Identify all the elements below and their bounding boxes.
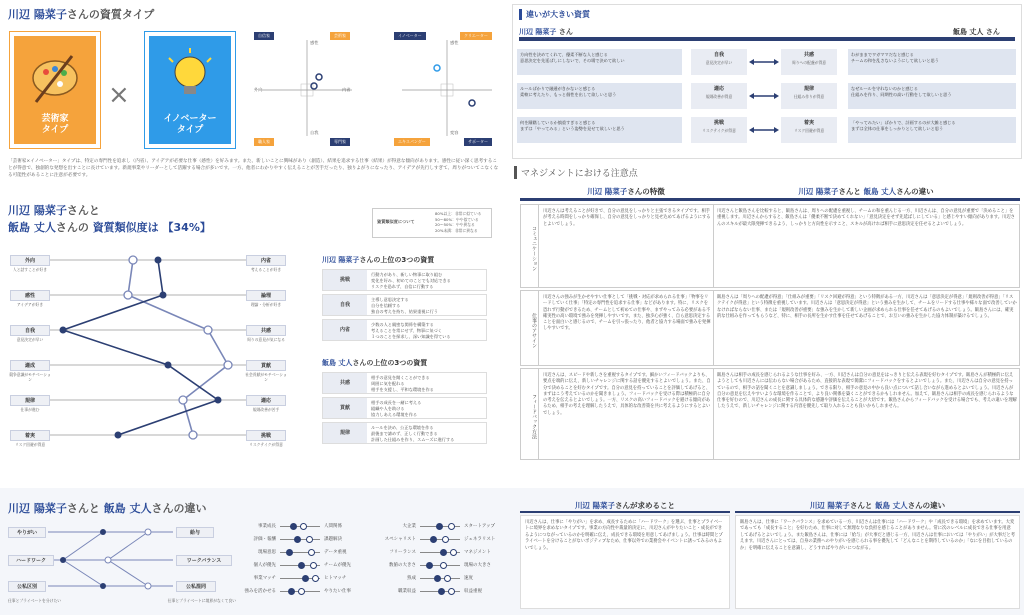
trait-right: 貢献: [246, 360, 286, 371]
trait-left: 外向: [10, 255, 50, 266]
trait-left: 自我: [10, 325, 50, 336]
seek-col2-text: 飯島さんは、仕事に「ワークバランス」を求めている一方、川辺さんは仕事には「ハードワーク」や「成長できる環境」を求めています。大変であっても「成長すること」を好むため、仕事に対して無理なりな負担を感じることがありません。常に次のレベルに成長できる仕事を用意してあげるとよいでしょう。また飯島さんは、仕事には「給与」が大事だと感じる一方、川辺さんは仕事においては「やりがい」が大事だと考えます。川辺さんにとっては、自身の業務へのやりがいを感じられる事を優先して「どんなことを期待しているのか」「なにを目指しているのか」を明確に伝えることを意識し、どうすればやりがいにつながる。: [735, 515, 1020, 609]
trait-right: 挑戦: [246, 430, 286, 441]
trait-right: 適応: [246, 395, 286, 406]
value-slider: 大企業 スタートアップ: [402, 524, 496, 529]
palette-icon: [14, 42, 96, 112]
trait-left: 適成: [10, 360, 50, 371]
value-slider: 数値の大きさ 現場の大きさ: [389, 563, 491, 568]
top3-b: 飯島 丈人さんの上位の3つの資質 共感 相手の意見を聞くことができる 周囲に気を配れる 相手を支援し、平和な環境を作る 貢献 相手の成長を一緒に考える 組織や人を助ける 協力しあえる環境を作る 規律 ルールを決め、公正な環境を作る 最後まで諦めず、正しく行動できる 計画した仕組みを作り、スムーズに進行する: [322, 358, 492, 458]
quadrant-diagram-1: 自信家 芸術家 職人家 専門家 外向 内省 感性 自我: [254, 33, 351, 144]
management-title: マネジメントにおける注意点: [514, 166, 638, 179]
value-slider: フリーランス マネジメント: [389, 550, 491, 555]
seek-col2-header: 川辺 陽菜子さんと 飯島 丈人さんの違い: [809, 501, 946, 510]
trait-right: 共感: [246, 325, 286, 336]
big-diff-panel: 違いが大きい資質 川辺 陽菜子 さん 飯島 丈人 さん 方向性を決めてくれて、優柔不断な人と感じる 意思決定を先延ばしにしないで、その場で決めて欲しい 自我 意見決定が早い 共感 周りへの配慮が得意 わがままでワガママだなと感じる チームの和を乱さないようにして欲しいと思う ルールばかりで融通がきかないと感じる 柔軟に考えたり、もっと個性を出して欲しいと思う 適応 規則改善が得意 規律 仕組み作りが得意 なぜルールを守れないのかと感じる 仕組みを作り、同期性の高い行動をして欲しいと思う 何を躊躇しているか慎重すぎると感じる まずは「やってみる」という姿勢を見せて欲しいと思う 挑戦 リスクテイクが得意 着実 リスク回避が得意 「やってみたい」ばかりで、計画するのが大雑と感じる まずは全体の仕事をしっかりとして欲しいと思う: [512, 4, 1022, 159]
mgmt-row-communication: コミュニケーション 川辺さんは考えることが好きで、自分の意見をしっかりと主張できるタイプです。相手が考える時間をしっかり確保し、自分の意見をしっかりと見せ込めてあげるようにするとよいでしょう。 川辺さんと飯島さんを比較すると、飯島さんは、周りへの配慮を重視し、チームの和を重んじる一方、川辺さんは、自分の意見が重要で「決めること」を重視します。川辺さんからすると、飯島さんは「優柔不断で決めてくれない」「意見決定をせず先延ばしにしている」と感じやすい傾向があります。川辺さんのスキルが最大限発揮できるよう、しっかりと方向性を示すこと、スキルが高ければ相手に意思決定を任せるとよいでしょう。: [520, 204, 1020, 288]
arrow-icon: [749, 125, 779, 135]
bottom-diff-title: 川辺 陽菜子さんと 飯島 丈人さんの違い: [8, 502, 207, 515]
quad-tag: 専門家: [330, 138, 350, 146]
innovator-card: [145, 32, 235, 148]
quad-tag: イノベーター: [394, 32, 426, 40]
values-tree: やりがい 給与 ハードワーク ワークバランス 公私区別 公私混同 仕事とプライベートを分けたい 仕事とプライベートに境界がなくて良い: [8, 524, 238, 612]
quad-tag: サポーター: [464, 138, 492, 146]
trait-right: 内省: [246, 255, 286, 266]
arrow-icon: [749, 91, 779, 101]
mgmt-row-assign: 仕事のアサイン 川辺さんの強みが生かせやすい仕事として「挑戦・対応が求められる仕事」「物事をリードしていく仕事」「特定の専門性を追求する仕事」などがあります。特に、リスクを恐れず行動ができるため、チームとして初めての仕事や、まずやってみる必要がある不確実性の高い環境で強みを発揮しやすいです。また、独歩心が強く、自ら意思決定することを面白いと感じるので、チームを引っ張ったり、他者と協力する場面で強みを発揮しやすいです。 飯島さんは「周りへの配慮が得意」「仕組みが重要」「リスク回避が得意」という特徴がある一方、川辺さんは「意思決定が得意」「規則改善が得意」「リスクテイクが得意」という特徴を重視しています。川辺さんは「意思決定が得意」という強みを生かして、チームをリードする仕事や様々な面で改善していかなければならない仕事、または「規則改善が重要」な強みを生かして新しい企画が求められる仕事を任せてあげるのもよいでしょう。飯島さんには、確実的な仕組みを作ってもらうなど、特に、相手の長所を生かす仕事を任せてあげることで、お互いの強みを生かした協力体制が築けるでしょう。: [520, 290, 1020, 366]
trait-left: 着実: [10, 430, 50, 441]
top3-a: 川辺 陽菜子さんの上位の3つの資質 挑戦 行動力があり、新しい物事に取り組む 変化を好み、初めてのことでも対応できる リスクを恐れず、自信に行動する 自我 主導し意思決定する 自分を信頼する 独自の考えを持ち、結果重視に行う 内省 少数の人と親密な関係を構築する 考えることを常にせず、物事に気づく １つのことを探求し、深い知識を得ている: [322, 255, 492, 355]
diff-row: 何を躊躇しているか慎重すぎると感じる まずは「やってみる」という姿勢を見せて欲しいと思う 挑戦 リスクテイクが得意 着実 リスク回避が得意 「やってみたい」ばかりで、計画するのが大雑と感じる まずは全体の仕事をしっかりとして欲しいと思う: [513, 117, 1018, 151]
value-slider: 熟成 速度: [407, 576, 473, 581]
trait-right: 論理: [246, 290, 286, 301]
innovator-label: イノベーター タイプ: [163, 114, 217, 135]
seek-col1-header: 川辺 陽菜子さんが求めること: [574, 501, 676, 510]
value-slider: 現場意思 データ重視: [258, 550, 347, 555]
trait-left: 感性: [10, 290, 50, 301]
trait-left: 規律: [10, 395, 50, 406]
value-slider: 事業成長 人間関係: [258, 524, 342, 529]
diff-row: 方向性を決めてくれて、優柔不断な人と感じる 意思決定を先延ばしにしないで、その場で決めて欲しい 自我 意見決定が早い 共感 周りへの配慮が得意 わがままでワガママだなと感じる チームの和を乱さないようにして欲しいと思う: [513, 49, 1018, 83]
quadrant-diagram-2: イノベーター クリエーター エキスパンダー サポーター 感性 変容: [392, 30, 502, 150]
artist-card: [10, 32, 100, 148]
mgmt-col2-header: 川辺 陽菜子さんと 飯島 丈人さんの違い: [798, 187, 934, 196]
quad-tag: エキスパンダー: [394, 138, 430, 146]
similarity-value: 【34%】: [162, 221, 211, 234]
cross-symbol: ×: [108, 80, 130, 110]
trait-comparison: 外向 人と話すことが好き 感性 アイデアが好き 自我 意見決定が早い 適成 競争意識がモチベーション 規律 仕事が進む 着実 リスク回避が得意 内省 考えることが好き 論理 理論・分析が好き 共感 周りの意見が気になる 貢献 社会貢献がモチベーション 適応 規則改善が苦手 挑戦 リスクテイクが得意: [8, 248, 308, 458]
quad-tag: 職人家: [254, 138, 274, 146]
type-title: 川辺 陽菜子さんの資質タイプ: [8, 8, 155, 21]
mgmt-col1-header: 川辺 陽菜子さんの特徴: [587, 187, 665, 196]
type-description: 「芸術家×イノベーター」タイプは、特定の専門性を追求し（内省）、アイデアが必要な仕事（感性）を好みます。また、新しいことに興味があり（創造）、結果を追求する仕事（結果）が得意な傾向があります。感性に従い深く思考することが得意で、独創的な発想を出すことに長けています。新規事業やリーダーとして活躍する場合が多いです。一方、他者にわかりやすく伝えることが苦手だったり、独りよがりになったり、アイデアが先行しすぎて、周りがついてこなくなる可能性があることに注意が必要です。: [8, 159, 499, 178]
title-name: 川辺 陽菜子: [8, 8, 67, 21]
diff-row: ルールばかりで融通がきかないと感じる 柔軟に考えたり、もっと個性を出して欲しいと思う 適応 規則改善が得意 規律 仕組み作りが得意 なぜルールを守れないのかと感じる 仕組みを作り、同期性の高い行動をして欲しいと思う: [513, 83, 1018, 117]
mgmt-row-feedback: フィードバック方法 川辺さんは、スピードや新しさを重視するタイプです。細かいフィードバックよりも、要点を端的に伝え、新しいチャレンジに関する話を優先するとよいでしょう。また、自分で決めることを好むタイプです。自分の意見を持っていることを評価してあげると、まずはこう考えているのかを聞きましょう。フィードバックを受ける際は積極的に自分の考えを伝えるとよいでしょう。一方、リスクの高いフィードバックを避ける傾向があるため、相手の考えを理解したうえで、具体的な改善策を共に考えるようにするとよいでしょう。 飯島さんは相手の成長を感じられるような仕事を好み、一方、川辺さんは自分の意見をはっきりと伝える表現を好むタイプです。飯島さんが積極的に伝えようとしても川辺さんには伝わらない場合があるため、直接的な表現で簡潔にフィードバックをするとよいでしょう。また、川辺さんは自分の意見を持っているので、相手の話を聞くことを意識しましょう。できる限り、相手の意見の中から良い点について話し合いながら進めるとよいでしょう。川辺さんが自分の意見を伝えやすいような環境を作ることで、より良い関係を築くことができるかもしれません。加えて、飯島さんは相手の成長を感じられるような仕事を好むので、川辺さんの成長に関する具体的な感謝や評価を伝えることが大切です。飯島さんからフィードバックを受ける場合でも、考えの違いを理解したうえで、新しいチャレンジに関する内容を優先して取り入れることも良いかもしれません。: [520, 368, 1020, 460]
value-slider: 評価・報酬 課題解決: [253, 537, 342, 542]
arrow-icon: [749, 57, 779, 67]
quad-tag: クリエーター: [460, 32, 492, 40]
big-diff-title: 違いが大きい資質: [519, 9, 590, 20]
sliders-group-a: [238, 522, 378, 612]
quad-tag: 自信家: [254, 32, 274, 40]
trait-lines: [8, 248, 308, 458]
value-slider: 強みを活かせる やりたい仕事: [244, 589, 351, 594]
value-slider: 事業マッチ ヒトマッチ: [253, 576, 347, 581]
value-slider: 個人が優先 チームが優先: [253, 563, 351, 568]
similarity-title: 川辺 陽菜子さんと 飯島 丈人さんの 資質類似度は 【34%】: [8, 204, 211, 234]
seek-col1-text: 川辺さんは、仕事に「やりがい」を求め、成長するために「ハードワーク」を選ぶ、仕事とプライベートに境界を求めないタイプです。事業の方向性や裁量的決定に、川辺さんがやりたいこと・成長ができるようにつながっているのかを明確に伝え、成長できる環境を用意してあげましょう。仕事は時間とプライベートを分けることがないポジティブなため、仕事以外での業務会やイベントに誘ってみるのもよいでしょう。: [520, 515, 730, 609]
lightbulb-icon: [149, 42, 231, 112]
quad-tag: 芸術家: [330, 32, 350, 40]
value-slider: 職業収益 収益重視: [398, 589, 482, 594]
value-slider: スペシャリスト ジェネラリスト: [384, 537, 496, 542]
similarity-legend: 資質類似度について 80%以上：非常に似ている 50〜80%：やや似ている 20〜50%：やや異なる 20%未満：非常に異なる: [372, 208, 492, 238]
sliders-group-b: [378, 522, 518, 612]
artist-label: 芸術家 タイプ: [41, 114, 69, 135]
